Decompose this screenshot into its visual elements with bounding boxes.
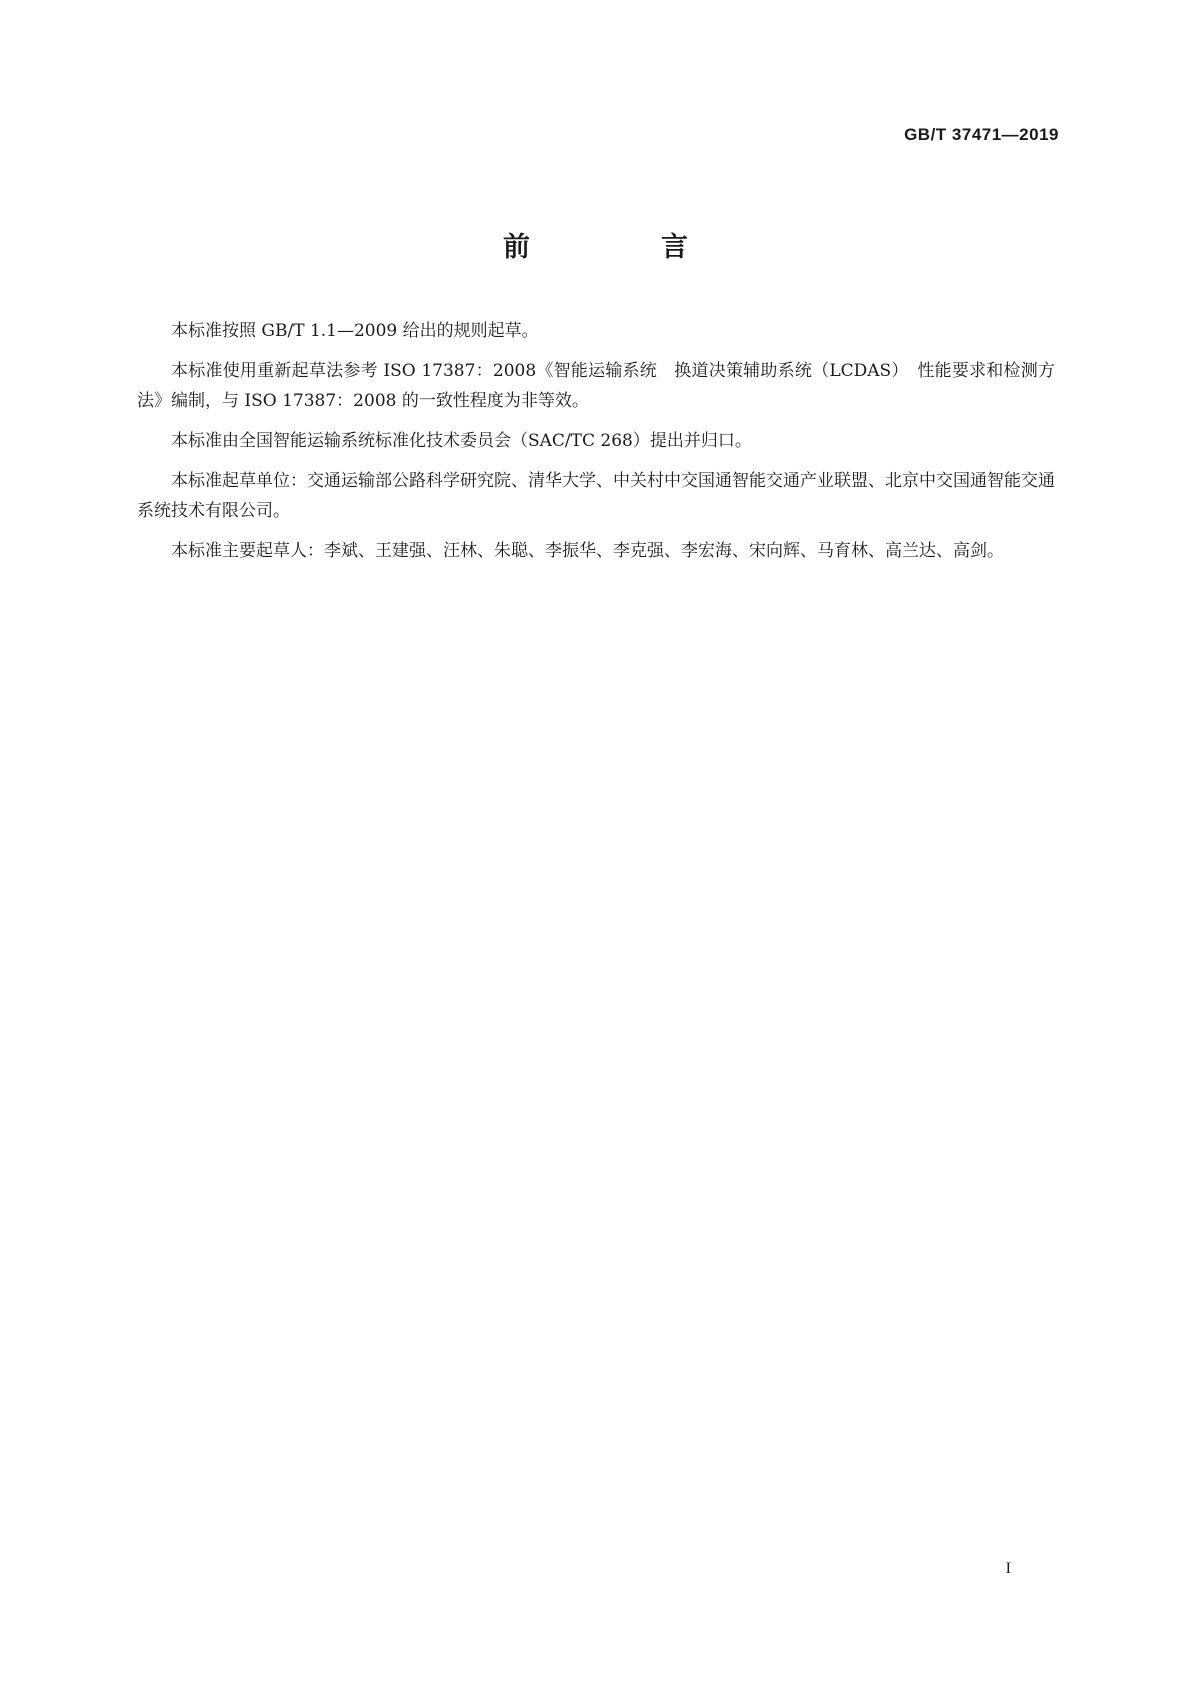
page-title: 前 言 (503, 232, 740, 263)
paragraph-proposer: 本标准由全国智能运输系统标准化技术委员会（SAC/TC 268）提出并归口。 (171, 431, 752, 451)
paragraph-drafting-rules: 本标准按照 GB/T 1.1—2009 给出的规则起草。 (171, 321, 539, 341)
paragraph-drafters: 本标准主要起草人：李斌、王建强、汪林、朱聪、李振华、李克强、李宏海、宋向辉、马育林、高兰达、高剑。 (171, 541, 1004, 561)
paragraph-reference-standard: 本标准使用重新起草法参考 ISO 17387：2008《智能运输系统 换道决策辅助系统（LCDAS） 性能要求和检测方法》编制，与 ISO 17387：2008 的一致性程度为非等效。 (137, 361, 1055, 411)
paragraph-drafting-units: 本标准起草单位：交通运输部公路科学研究院、清华大学、中关村中交国通智能交通产业联盟、北京中交国通智能交通系统技术有限公司。 (137, 471, 1055, 521)
standard-code: GB/T 37471—2019 (904, 125, 1059, 144)
page-number: I (1005, 1560, 1011, 1577)
foreword-body (137, 316, 1055, 576)
